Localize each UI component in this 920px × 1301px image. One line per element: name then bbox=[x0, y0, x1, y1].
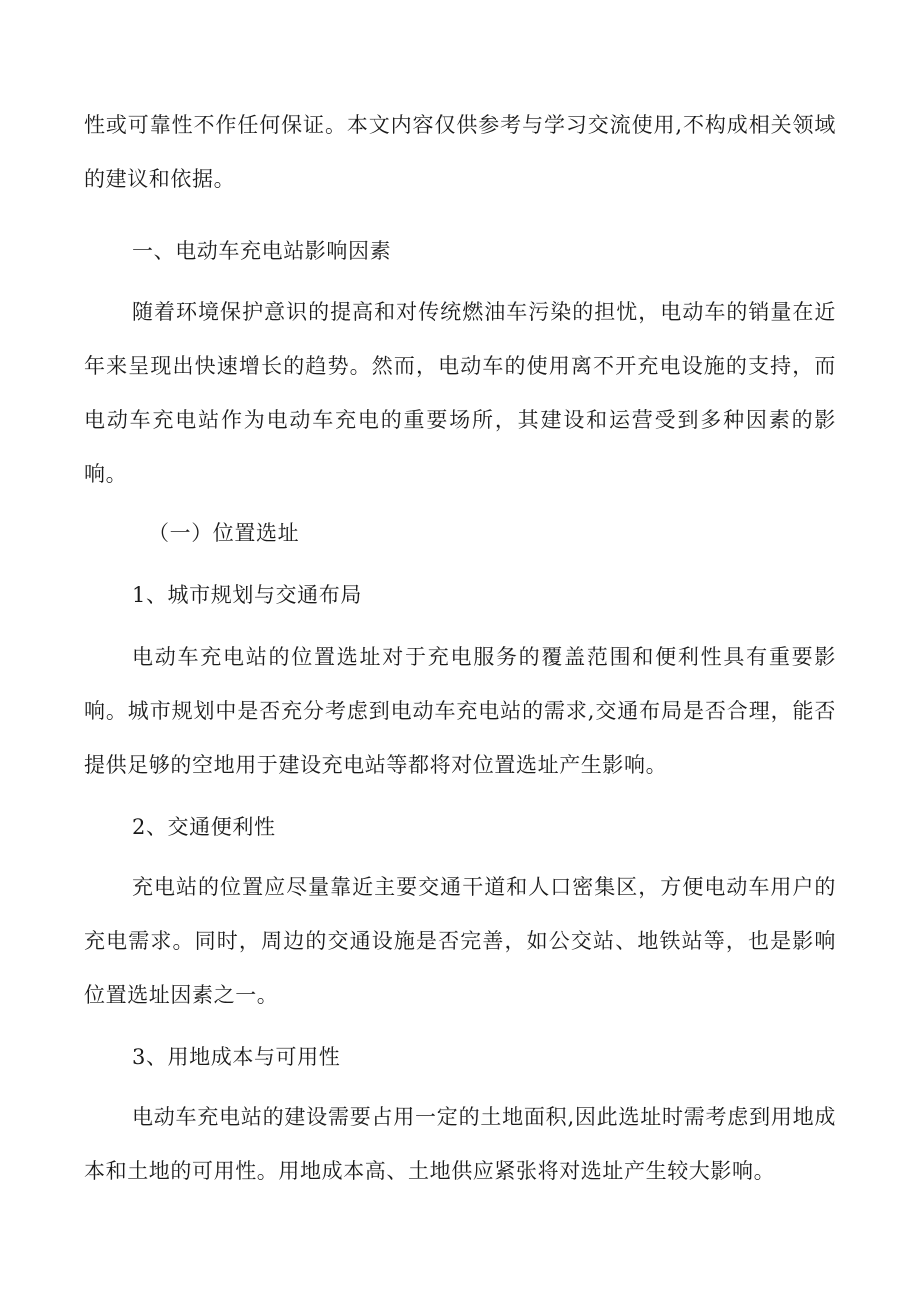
intro-continuation-paragraph: 性或可靠性不作任何保证。本文内容仅供参考与学习交流使用,不构成相关领域的建议和依据。 bbox=[84, 113, 836, 191]
item-paragraph-traffic-convenience: 充电站的位置应尽量靠近主要交通干道和人口密集区，方便电动车用户的充电需求。同时，周边的交通设施是否完善，如公交站、地铁站等，也是影响位置选址因素之一。 bbox=[84, 875, 836, 1007]
item-heading-traffic-convenience: 2、交通便利性 bbox=[132, 815, 276, 839]
item-paragraph-urban-planning: 电动车充电站的位置选址对于充电服务的覆盖范围和便利性具有重要影响。城市规划中是否充分考虑到电动车充电站的需求,交通布局是否合理，能否提供足够的空地用于建设充电站等都将对位置选址产生影响。 bbox=[84, 645, 836, 777]
item-paragraph-land-cost: 电动车充电站的建设需要占用一定的土地面积,因此选址时需考虑到用地成本和土地的可用性。用地成本高、土地供应紧张将对选址产生较大影响。 bbox=[84, 1105, 836, 1183]
section-intro-paragraph: 随着环境保护意识的提高和对传统燃油车污染的担忧，电动车的销量在近年来呈现出快速增长的趋势。然而，电动车的使用离不开充电设施的支持，而电动车充电站作为电动车充电的重要场所，其建设和运营受到多种因素的影响。 bbox=[84, 300, 836, 486]
item-heading-land-cost: 3、用地成本与可用性 bbox=[132, 1045, 341, 1069]
section-heading-charging-station-factors: 一、电动车充电站影响因素 bbox=[132, 239, 392, 263]
item-heading-urban-planning: 1、城市规划与交通布局 bbox=[132, 583, 362, 607]
subsection-heading-location: （一）位置选址 bbox=[148, 521, 300, 545]
